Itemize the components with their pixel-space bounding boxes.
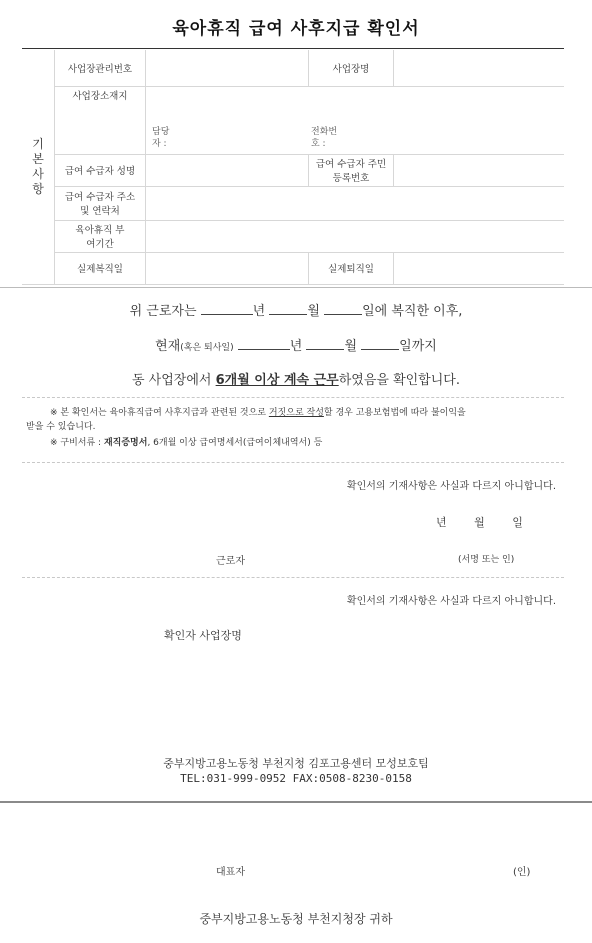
note-1-continued: 받을 수 있습니다. (26, 422, 96, 432)
actual-return-date-label: 실제복직일 (55, 252, 146, 284)
basic-info-table (22, 50, 564, 285)
basic-info-section-label: 기 본 사 항 (22, 50, 55, 284)
representative-label: 대표자 (216, 867, 245, 878)
divider (22, 577, 564, 578)
leave-period-label: 육아휴직 부여기간 (55, 220, 146, 252)
recipient-address-field[interactable] (146, 186, 565, 220)
confirmer-label: 확인자 사업장명 (164, 629, 242, 642)
confirm-statement-2: 확인서의 기재사항은 사실과 다르지 아니합니다. (346, 596, 556, 607)
addressee: 중부지방고용노동청 부천지청장 귀하 (199, 912, 393, 926)
statement-line-1: 위 근로자는 년 월 일에 복직한 이후, (129, 304, 463, 319)
confirm-date: 년 월 일 (436, 516, 523, 529)
confirm-statement: 확인서의 기재사항은 사실과 다르지 아니합니다. (346, 481, 556, 492)
worker-sign-label: (서명 또는 인) (458, 555, 515, 565)
note-1: ※ 본 확인서는 육아휴직급여 사후지급과 관련된 것으로 거짓으로 작성할 경우 고용보험법에 따라 불이익을 (50, 408, 466, 418)
note-2: ※ 구비서류 : 재직증명서, 6개월 이상 급여명세서(급여이체내역서) 등 (50, 438, 323, 448)
workplace-name-label: 사업장명 (309, 50, 394, 86)
return-month-blank[interactable] (269, 302, 307, 315)
worker-label: 근로자 (216, 556, 245, 567)
basic-info-table-wrap (22, 50, 564, 285)
actual-return-date-field[interactable] (146, 252, 309, 284)
return-year-blank[interactable] (201, 302, 253, 315)
statement-line-2: 현재(혹은 퇴사일) 년 월 일까지 (155, 339, 437, 354)
statement-line-3: 동 사업장에서 6개월 이상 계속 근무하였음을 확인합니다. (131, 373, 460, 388)
workplace-mgmt-no-label: 사업장관리번호 (55, 50, 146, 86)
current-month-blank[interactable] (306, 337, 344, 350)
divider (22, 462, 564, 463)
document-title: 육아휴직 급여 사후지급 확인서 (172, 19, 420, 39)
seal-label: (인) (513, 867, 531, 878)
return-day-blank[interactable] (324, 302, 362, 315)
actual-leave-date-field[interactable] (394, 252, 565, 284)
office-contact: TEL:031-999-0952 FAX:0508-8230-0158 (180, 772, 412, 785)
recipient-rrn-label: 급여 수급자 주민등록번호 (309, 154, 394, 186)
title-divider (22, 48, 564, 49)
recipient-name-label: 급여 수급자 성명 (55, 154, 146, 186)
workplace-address-label: 사업장소재지 (55, 86, 146, 154)
table-bottom-rule (0, 287, 592, 288)
contact-person-label: 담당자 : (152, 126, 170, 149)
current-year-blank[interactable] (238, 337, 290, 350)
recipient-name-field[interactable] (146, 154, 309, 186)
page-cut-line (0, 801, 592, 803)
phone-label: 전화번호 : (311, 126, 338, 149)
current-day-blank[interactable] (361, 337, 399, 350)
leave-period-field[interactable] (146, 220, 565, 252)
actual-leave-date-label: 실제퇴직일 (309, 252, 394, 284)
workplace-address-field[interactable] (146, 86, 565, 154)
workplace-name-field[interactable] (394, 50, 565, 86)
office-name: 중부지방고용노동청 부천지청 김포고용센터 모성보호팀 (163, 757, 429, 770)
recipient-rrn-field[interactable] (394, 154, 565, 186)
recipient-address-label: 급여 수급자 주소 및 연락처 (55, 186, 146, 220)
divider (22, 397, 564, 398)
workplace-mgmt-no-field[interactable] (146, 50, 309, 86)
